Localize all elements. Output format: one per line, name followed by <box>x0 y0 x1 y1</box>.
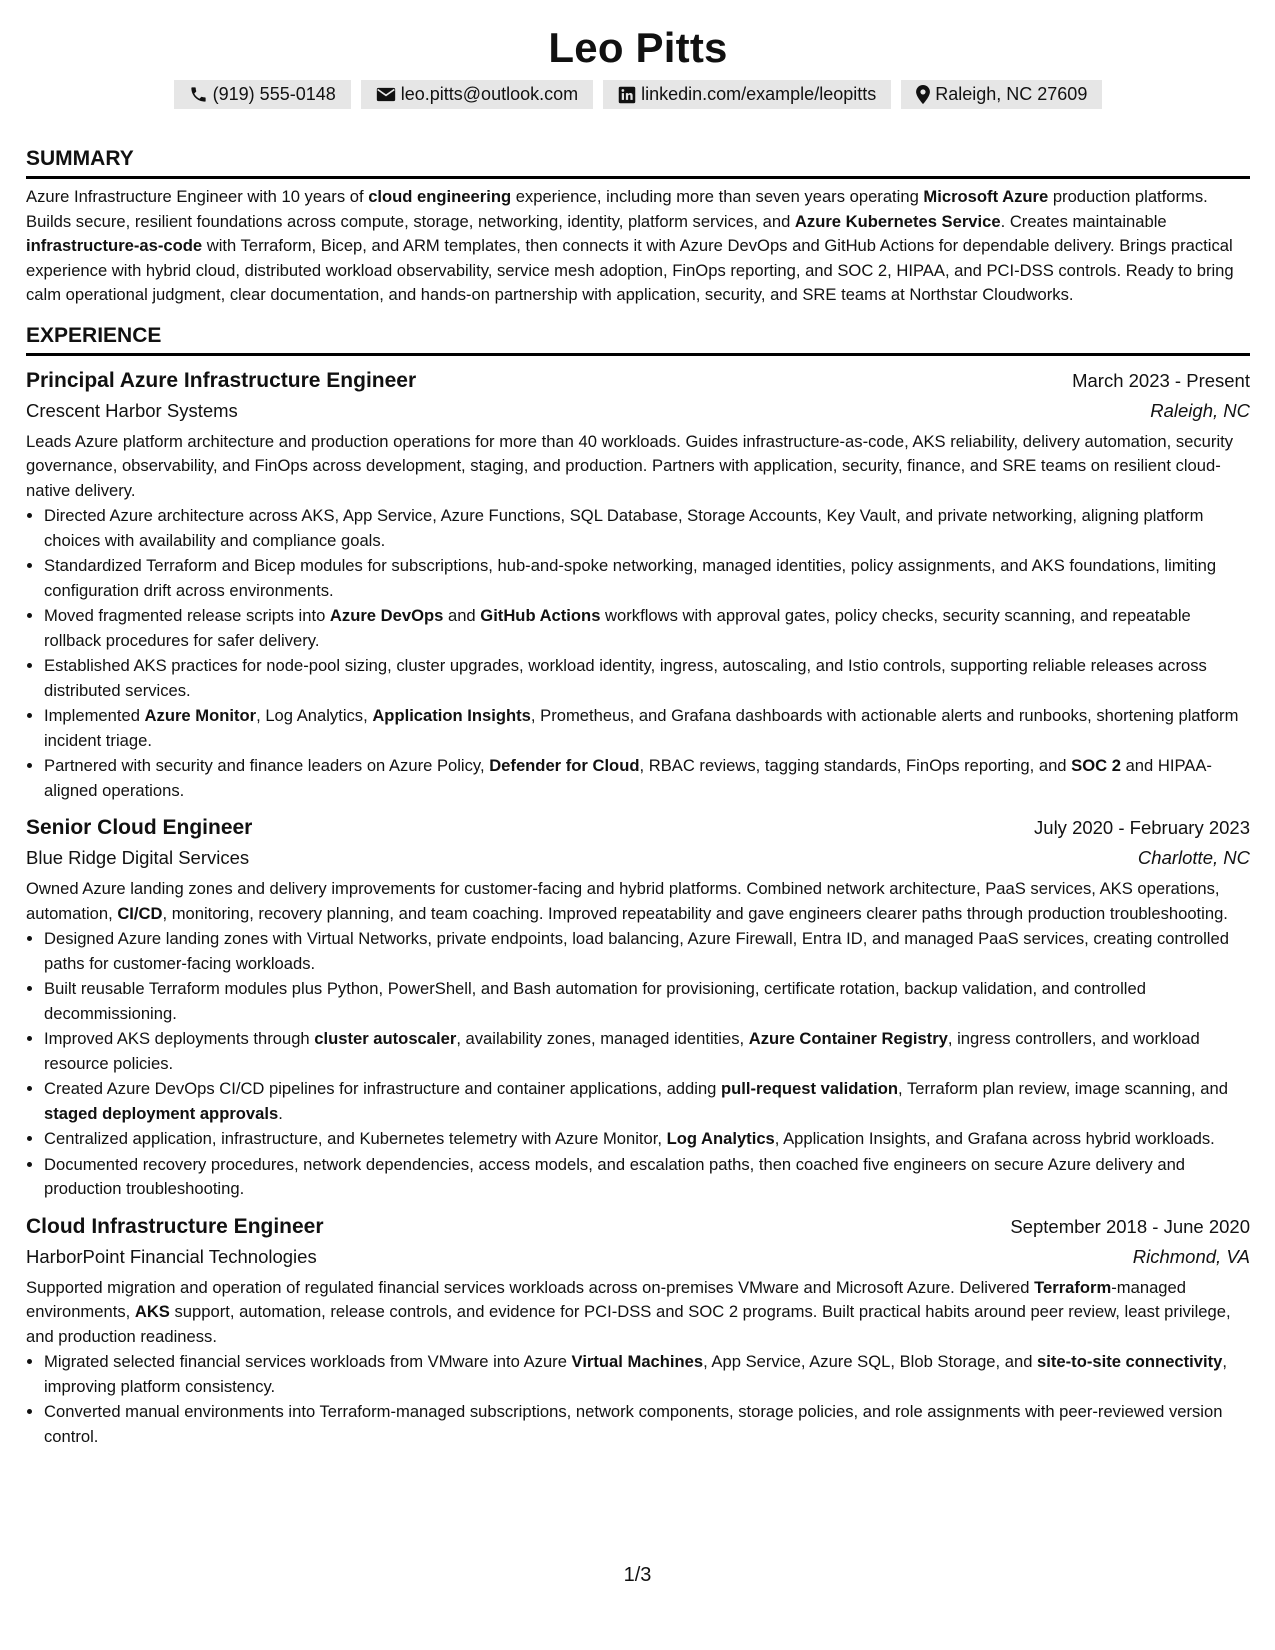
bullet-item: • Standardized Terraform and Bicep modules for subscriptions, hub-and-spoke networking, managed identities, policy assignments, and AKS foundations, limiting configuration drift across environments. <box>44 554 1250 603</box>
summary-heading: SUMMARY <box>26 145 1250 179</box>
job-company: Blue Ridge Digital Services <box>26 847 250 868</box>
job-dates: September 2018 - June 2020 <box>1010 1215 1250 1237</box>
job-location: Charlotte, NC <box>1137 847 1250 868</box>
contact-location <box>901 80 1102 109</box>
bullet-item: • Directed Azure architecture across AKS, App Service, Azure Functions, SQL Database, Storage Accounts, Key Vault, and private networking, aligning platform choices with availability and compliance goals. <box>44 504 1250 553</box>
bullet-item: • Designed Azure landing zones with Virtual Networks, private endpoints, load balancing, Azure Firewall, Entra ID, and managed PaaS services, creating controlled paths for customer-facing workloads. <box>44 927 1250 976</box>
candidate-name: Leo Pitts <box>548 24 728 71</box>
job-company: Crescent Harbor Systems <box>26 399 238 421</box>
job-bullets <box>26 1350 1250 1449</box>
bullet-item: • Created Azure DevOps CI/CD pipelines for infrastructure and container applications, adding pull-request validation, Terraform plan review, image scanning, and staged deployment approvals. <box>44 1077 1250 1126</box>
map-pin-icon <box>916 85 930 104</box>
phone-text: (919) 555-0148 <box>212 84 336 104</box>
job-dates: July 2020 - February 2023 <box>1034 817 1250 838</box>
job-bullets <box>26 927 1250 1202</box>
job-title: Senior Cloud Engineer <box>26 816 253 839</box>
linkedin-text: linkedin.com/example/leopitts <box>641 84 877 104</box>
job-description: Leads Azure platform architecture and production operations for more than 40 workloads. Guides infrastructure-as-code, AKS reliability, delivery automation, security governance, observability, and FinOps across development, staging, and production. Partners with application, security, finance, and SRE teams on resilient cloud-native delivery. <box>26 431 1234 500</box>
contact-linkedin[interactable] <box>603 80 891 109</box>
contact-bar <box>26 80 1250 109</box>
job-title: Cloud Infrastructure Engineer <box>26 1214 324 1238</box>
location-text: Raleigh, NC 27609 <box>935 84 1088 104</box>
experience-heading: EXPERIENCE <box>26 322 1250 356</box>
job-description: Supported migration and operation of regulated financial services workloads across on-premises VMware and Microsoft Azure. Delivered Terraform-managed environments, AKS support, automation, release controls, and evidence for PCI-DSS and SOC 2 programs. Built practical habits around peer review, least privilege, and production readiness. <box>26 1277 1231 1346</box>
bullet-item: • Improved AKS deployments through cluster autoscaler, availability zones, managed identities, Azure Container Registry, ingress controllers, and workload resource policies. <box>44 1027 1250 1076</box>
phone-icon <box>189 85 208 104</box>
summary-text: Azure Infrastructure Engineer with 10 years of cloud engineering experience, including more than seven years operating Microsoft Azure production platforms. Builds secure, resilient foundations across compute, storage, networking, identity, platform services, and Azure Kubernetes Service. Creates maintainable infrastructure-as-code with Terraform, Bicep, and ARM templates, then connects it with Azure DevOps and GitHub Actions for dependable delivery. Brings practical experience with hybrid cloud, distributed workload observability, service mesh adoption, FinOps reporting, and SOC 2, HIPAA, and PCI-DSS controls. Ready to bring calm operational judgment, clear documentation, and hands-on partnership with application, security, and SRE teams at Northstar Cloudworks. <box>26 187 1234 304</box>
job-location: Raleigh, NC <box>1150 399 1250 421</box>
job-title: Principal Azure Infrastructure Engineer <box>26 368 417 392</box>
bullet-item: • Partnered with security and finance leaders on Azure Policy, Defender for Cloud, RBAC reviews, tagging standards, FinOps reporting, and SOC 2 and HIPAA-aligned operations. <box>44 754 1250 803</box>
page-number: 1/3 <box>623 1564 652 1586</box>
envelope-icon <box>376 86 396 103</box>
job-dates: March 2023 - Present <box>1072 369 1250 391</box>
job-location: Richmond, VA <box>1132 1245 1250 1267</box>
summary-section <box>26 145 1250 308</box>
job-description: Owned Azure landing zones and delivery improvements for customer-facing and hybrid platforms. Combined network architecture, PaaS services, AKS operations, automation, CI/CD, monitoring, recovery planning, and team coaching. Improved repeatability and gave engineers clearer paths through production troubleshooting. <box>26 879 1228 923</box>
contact-email[interactable] <box>361 80 593 109</box>
bullet-item: • Implemented Azure Monitor, Log Analytics, Application Insights, Prometheus, and Grafana dashboards with actionable alerts and runbooks, shortening platform incident triage. <box>44 704 1250 753</box>
bullet-item: • Built reusable Terraform modules plus Python, PowerShell, and Bash automation for provisioning, certificate rotation, backup validation, and controlled decommissioning. <box>44 977 1250 1026</box>
bullet-item: • Established AKS practices for node-pool sizing, cluster upgrades, workload identity, ingress, autoscaling, and Istio controls, supporting reliable releases across distributed services. <box>44 654 1250 703</box>
contact-phone <box>174 80 351 109</box>
job-entry <box>26 1212 1250 1450</box>
resume-page <box>26 20 1250 1450</box>
email-text: leo.pitts@outlook.com <box>400 84 579 104</box>
bullet-item: • Converted manual environments into Terraform-managed subscriptions, network components, storage policies, and role assignments with peer-reviewed version control. <box>44 1400 1250 1449</box>
bullet-item: • Moved fragmented release scripts into Azure DevOps and GitHub Actions workflows with approval gates, policy checks, security scanning, and repeatable rollback procedures for safer delivery. <box>44 604 1250 653</box>
job-company: HarborPoint Financial Technologies <box>26 1245 317 1267</box>
job-entry <box>26 366 1250 804</box>
experience-section <box>26 322 1250 1450</box>
bullet-item: • Migrated selected financial services workloads from VMware into Azure Virtual Machines, App Service, Azure SQL, Blob Storage, and site-to-site connectivity, improving platform consistency. <box>44 1350 1250 1399</box>
job-bullets <box>26 504 1250 803</box>
bullet-item: • Documented recovery procedures, network dependencies, access models, and escalation paths, then coached five engineers on secure Azure delivery and production troubleshooting. <box>44 1153 1250 1202</box>
bullet-item: • Centralized application, infrastructure, and Kubernetes telemetry with Azure Monitor, Log Analytics, Application Insights, and Grafana across hybrid workloads. <box>44 1127 1250 1152</box>
job-entry <box>26 813 1250 1202</box>
linkedin-icon <box>618 86 636 104</box>
